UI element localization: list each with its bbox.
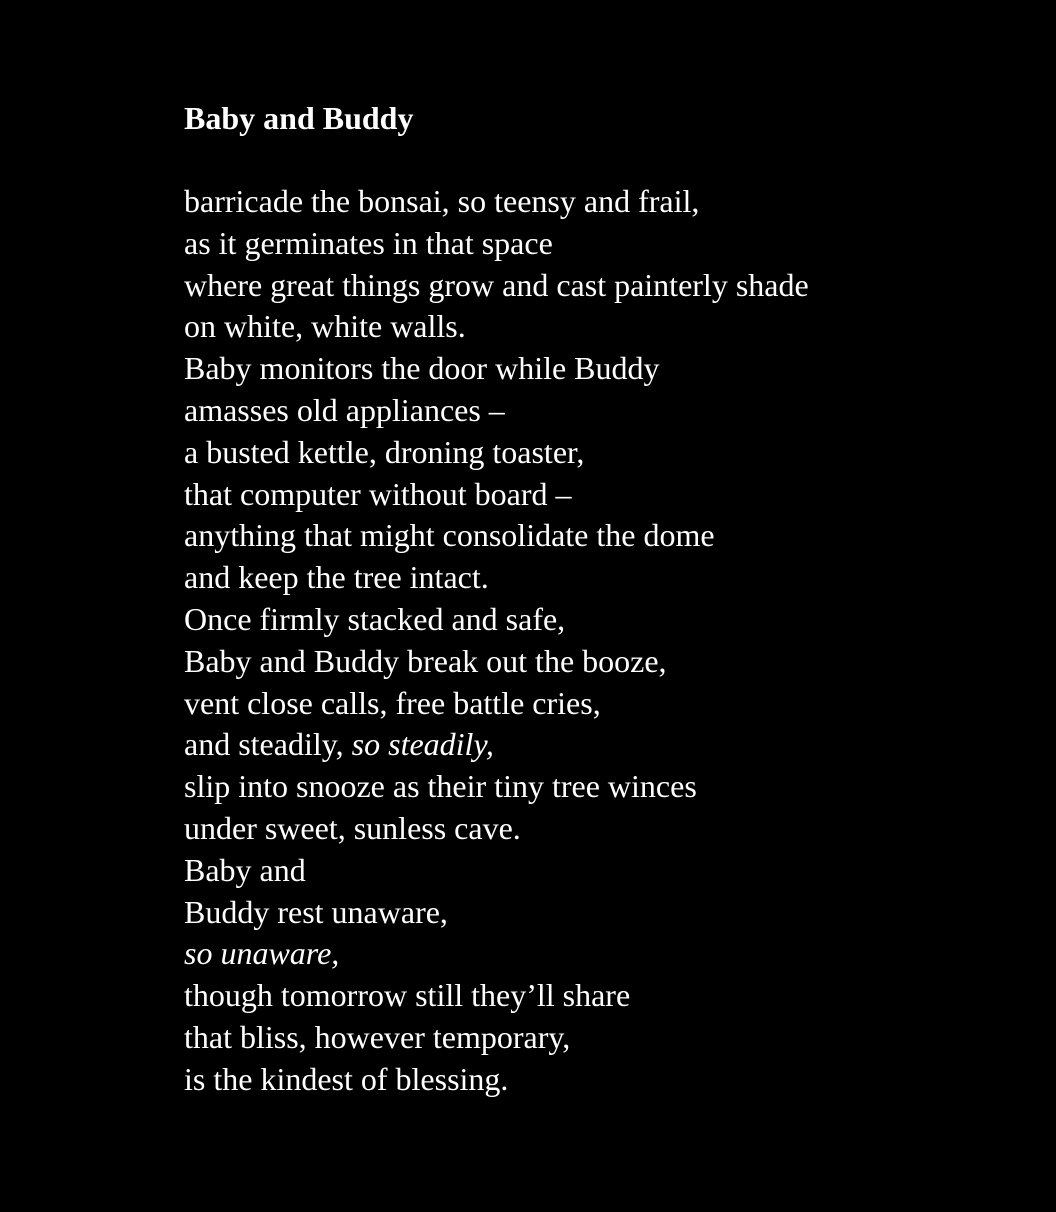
poem-line: Once firmly stacked and safe, [184,600,566,637]
poem-line: amasses old appliances – [184,391,505,428]
poem-line: barricade the bonsai, so teensy and frail, [184,183,700,219]
poem-line-italic: so unaware, [184,935,340,972]
poem-line: Baby and [184,851,306,888]
poem-line: Baby monitors the door while Buddy [184,350,660,387]
poem-body [184,181,809,1101]
poem-line: Buddy rest unaware, [184,893,448,930]
poem-line: on white, white walls. [184,308,466,345]
poem-line: is the kindest of blessing. [184,1060,509,1097]
poem-line: vent close calls, free battle cries, [184,684,601,721]
poem-line-italic: so steadily, [351,726,494,763]
poem-line-segment: and steadily, [184,726,352,763]
poem-line: where great things grow and cast painterly shade [184,266,809,303]
poem-line: that computer without board – [184,475,572,512]
poem-line: anything that might consolidate the dome [184,517,715,554]
poem-line-mixed [184,724,809,766]
poem-line: as it germinates in that space [184,224,553,261]
poem [184,97,809,1101]
poem-line: a busted kettle, droning toaster, [184,433,585,470]
poem-title: Baby and Buddy [184,100,414,136]
poem-line: and keep the tree intact. [184,559,489,596]
poem-line: under sweet, sunless cave. [184,809,521,846]
poem-line: Baby and Buddy break out the booze, [184,642,667,679]
poem-line: slip into snooze as their tiny tree winces [184,768,697,805]
poem-line: that bliss, however temporary, [184,1018,571,1055]
poem-line: though tomorrow still they’ll share [184,977,631,1014]
